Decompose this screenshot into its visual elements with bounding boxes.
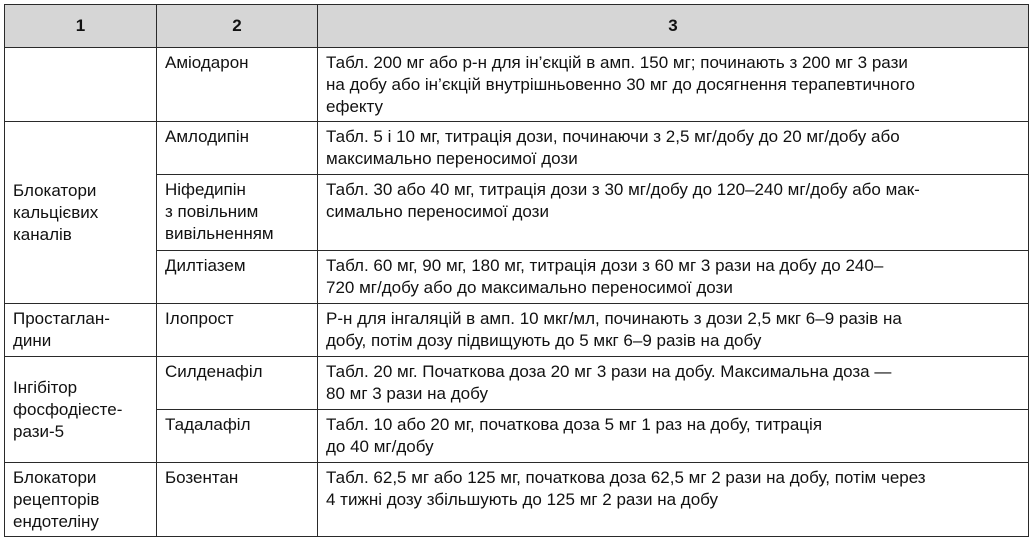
dose-cell [318,251,1029,304]
drug-name: Ілопрост [165,309,234,328]
table-row [5,357,1029,410]
dose-text: Табл. 20 мг. Початкова доза 20 мг 3 рази на добу. Максимальна доза — 80 мг 3 рази на добу [326,362,892,403]
table-row [5,463,1029,537]
dose-cell [318,122,1029,175]
dose-text: Табл. 62,5 мг або 125 мг, початкова доза 62,5 мг 2 рази на добу, потім через 4 тижні дозу збільшують до 125 мг 2 рази на добу [326,468,926,509]
group-name: Інгібітор фосфодіесте- рази-5 [13,378,123,441]
drug-name-cell [157,463,318,537]
table-row [5,410,1029,463]
dose-text: Р-н для інгаляцій в амп. 10 мкг/мл, починають з дози 2,5 мкг 6–9 разів на добу, потім дозу підвищують до 5 мкг 6–9 разів на добу [326,309,902,350]
table-row [5,251,1029,304]
header-col-2: 2 [157,5,318,48]
group-cell-pde5-inhibitor [5,357,157,463]
dose-cell [318,463,1029,537]
dose-text: Табл. 30 або 40 мг, титрація дози з 30 мг/добу до 120–240 мг/добу або мак- симально переносимої дози [326,180,920,221]
table-header-row [5,5,1029,48]
group-cell-prostaglandins [5,304,157,357]
dose-cell [318,410,1029,463]
group-cell-calcium-blockers [5,122,157,304]
drug-name: Аміодарон [165,53,249,72]
dose-text: Табл. 10 або 20 мг, початкова доза 5 мг 1 раз на добу, титрація до 40 мг/добу [326,415,823,456]
group-name: Блокатори рецепторів ендотеліну [13,468,100,531]
group-name: Блокатори кальцієвих каналів [13,181,99,244]
dose-cell [318,48,1029,122]
dose-cell [318,304,1029,357]
drug-name-cell [157,357,318,410]
dose-cell [318,357,1029,410]
drug-name: Тадалафіл [165,415,251,434]
drug-name-cell [157,410,318,463]
drug-dosage-table [4,4,1029,537]
drug-name-cell [157,175,318,251]
drug-name: Дилтіазем [165,256,246,275]
drug-name: Бозентан [165,468,239,487]
drug-name-cell [157,251,318,304]
table-row [5,304,1029,357]
table-row [5,122,1029,175]
drug-name-cell [157,304,318,357]
dose-cell [318,175,1029,251]
header-col-1: 1 [5,5,157,48]
table-row [5,175,1029,251]
drug-name-cell [157,122,318,175]
header-col-3: 3 [318,5,1029,48]
drug-name-cell [157,48,318,122]
drug-name: Силденафіл [165,362,263,381]
dose-text: Табл. 60 мг, 90 мг, 180 мг, титрація дози з 60 мг 3 рази на добу до 240– 720 мг/добу або до максимально переносимої дози [326,256,884,297]
drug-name: Амлодипін [165,127,250,146]
drug-name: Ніфедипін з повільним вивільненням [165,180,274,243]
group-cell-endothelin-blockers [5,463,157,537]
dose-text: Табл. 5 і 10 мг, титрація дози, починаючи з 2,5 мг/добу до 20 мг/добу або максимально переносимої дози [326,127,900,168]
group-name: Простаглан- дини [13,309,110,350]
dose-text: Табл. 200 мг або р-н для ін’єкцій в амп. 150 мг; починають з 200 мг 3 рази на добу або ін’єкцій внутрішньовенно 30 мг до досягнення терапевтичного ефекту [326,53,915,116]
group-cell-empty [5,48,157,122]
table-row [5,48,1029,122]
